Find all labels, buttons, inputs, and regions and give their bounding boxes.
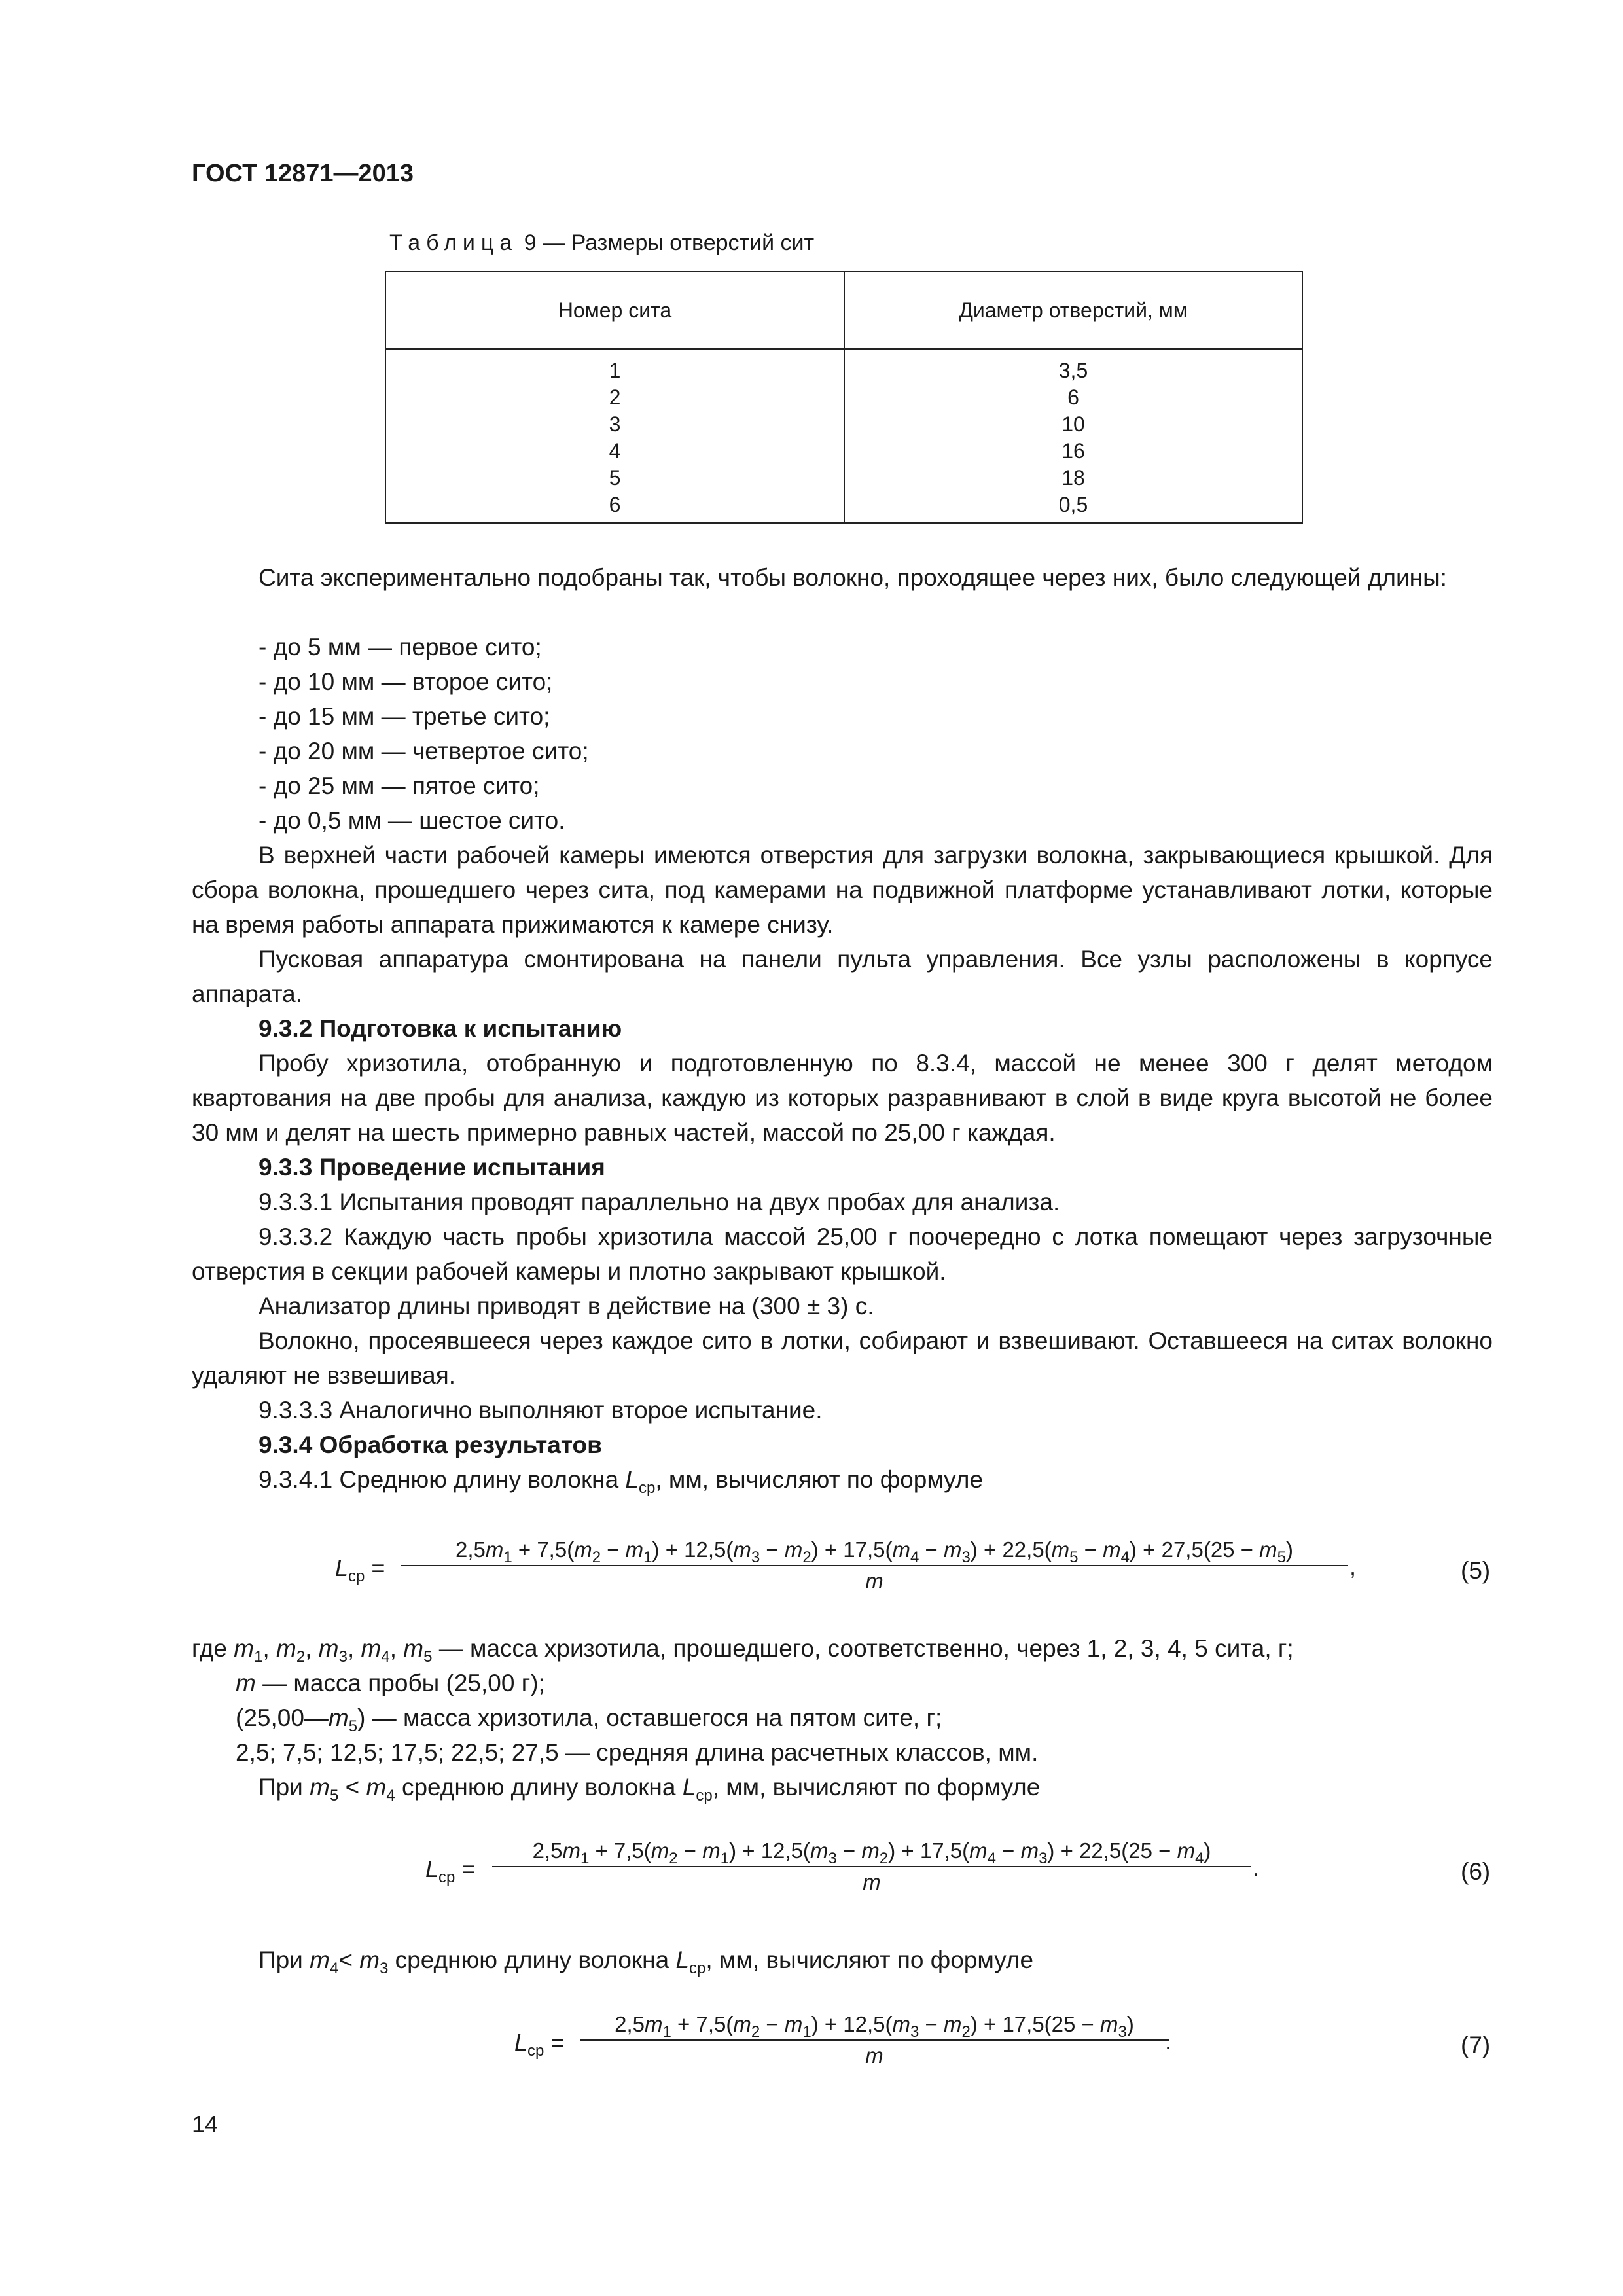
paragraph-9-3-4-1-text: 9.3.4.1 Среднюю длину волокна xyxy=(259,1466,619,1493)
formula-7-period: . xyxy=(1165,2028,1172,2054)
paragraph-9-3-4-1: 9.3.4.1 Среднюю длину волокна $L_{ср}$, мм, вычисляют по формуле xyxy=(259,1466,984,1497)
paragraph-9-3-3-1: 9.3.3.1 Испытания проводят параллельно на двух пробах для анализа. xyxy=(259,1189,1060,1215)
formula-5-denominator: m xyxy=(865,1569,883,1593)
paragraph-preparation: Пробу хризотила, отобранную и подготовленную по 8.3.4, массой не менее 300 г делят методом квартования на две пробы для анализа, каждую из которых разравнивают в слой в виде круга высотой не более 30 мм и делят на шесть примерно равных частей, массой по 25,00 г каждая. xyxy=(192,1050,1493,1146)
formula-5-lhs: $L_{ср}$ = xyxy=(335,1554,385,1585)
list-item: - до 25 мм — пятое сито; xyxy=(259,772,540,799)
formula-5-fraction xyxy=(401,1535,1348,1596)
condition-7-text: среднюю длину волокна xyxy=(395,1946,669,1973)
definition-m5: $(25,00—m_5)$ — масса хризотила, оставшегося на пятом сите, г; xyxy=(236,1704,942,1735)
table-cell: 1 xyxy=(609,359,621,382)
formula-6-denominator: m xyxy=(863,1870,881,1894)
formula-6-fraction xyxy=(492,1836,1251,1897)
formula-7-numerator: $2,5m_1 + 7,5(m_2 - m_1) + 12,5(m_3 - m_2) + 17,5(25 - m_3)$ xyxy=(580,2009,1169,2041)
formula-7-number: (7) xyxy=(1461,2032,1491,2058)
table-cell: 6 xyxy=(1067,386,1079,409)
table-caption xyxy=(389,230,814,256)
formula-6-number: (6) xyxy=(1461,1858,1491,1885)
list-item: - до 0,5 мм — шестое сито. xyxy=(259,807,565,834)
section-heading-9-3-4: 9.3.4 Обработка результатов xyxy=(259,1431,602,1458)
page-number: 14 xyxy=(192,2111,219,2138)
definition-m-text: — масса пробы (25,00 г); xyxy=(262,1670,545,1696)
paragraph-9-3-3-3: 9.3.3.3 Аналогично выполняют второе испытание. xyxy=(259,1397,823,1424)
table-cell: 0,5 xyxy=(1058,493,1088,516)
section-heading-9-3-3: 9.3.3 Проведение испытания xyxy=(259,1154,605,1181)
paragraph-fiber-weighing: Волокно, просеявшееся через каждое сито в лотки, собирают и взвешивают. Оставшееся на ситах волокно удаляют не взвешивая. xyxy=(192,1327,1493,1389)
table-header-hole-diameter: Диаметр отверстий, мм xyxy=(844,272,1302,349)
list-item: - до 5 мм — первое сито; xyxy=(259,634,542,660)
table-cell: 4 xyxy=(609,439,621,463)
formula-7-denominator: m xyxy=(865,2043,883,2068)
condition-formula-6: При $m_5 < m_4$ среднюю длину волокна $L_{ср}$, мм, вычисляют по формуле xyxy=(259,1774,1041,1804)
formula-5-numerator: $2,5m_1 + 7,5(m_2 - m_1) + 12,5(m_3 - m_2) + 17,5(m_4 - m_3) + 22,5(m_5 - m_4) + 27,5(25 - m_5)$ xyxy=(401,1535,1348,1566)
condition-formula-7: При $m_4< m_3$ среднюю длину волокна $L_{ср}$, мм, вычисляют по формуле xyxy=(259,1946,1034,1977)
paragraph-analyzer: Анализатор длины приводят в действие на (300 ± 3) с. xyxy=(259,1293,874,1319)
table-cell: 3,5 xyxy=(1058,359,1088,382)
list-item: - до 10 мм — второе сито; xyxy=(259,668,553,695)
formula-5-comma: , xyxy=(1349,1553,1357,1580)
hole-diameter-cell xyxy=(844,349,1302,523)
definition-classes: 2,5; 7,5; 12,5; 17,5; 22,5; 27,5 — средняя длина расчетных классов, мм. xyxy=(236,1739,1039,1766)
condition-6-tail: , мм, вычисляют по формуле xyxy=(712,1774,1041,1801)
table-cell: 5 xyxy=(609,466,621,490)
condition-7-tail: , мм, вычисляют по формуле xyxy=(705,1946,1034,1973)
table-cell: 2 xyxy=(609,386,621,409)
formula-6-period: . xyxy=(1253,1854,1260,1881)
table-cell: 10 xyxy=(1061,412,1085,436)
where-definition: — масса хризотила, прошедшего, соответственно, через 1, 2, 3, 4, 5 сита, г; xyxy=(438,1635,1294,1662)
sieve-table xyxy=(385,271,1303,524)
table-body-row xyxy=(385,349,1302,523)
list-item: - до 20 мм — четвертое сито; xyxy=(259,738,589,764)
section-heading-9-3-2: 9.3.2 Подготовка к испытанию xyxy=(259,1015,622,1042)
table-cell: 18 xyxy=(1061,466,1085,490)
table-cell: 16 xyxy=(1061,439,1085,463)
formula-7-lhs: $L_{ср}$ = xyxy=(514,2029,565,2060)
list-item: - до 15 мм — третье сито; xyxy=(259,703,550,730)
table-header-sieve-number: Номер сита xyxy=(385,272,844,349)
definition-m: m — масса пробы (25,00 г); xyxy=(236,1670,545,1696)
sieve-number-cell xyxy=(385,349,844,523)
where-clause: где $m_1$, $m_2$, $m_3$, $m_4$, $m_5$ — масса хризотила, прошедшего, соответственно, через 1, 2, 3, 4, 5 сита, г; xyxy=(192,1635,1294,1666)
paragraph-9-3-4-1-tail: , мм, вычисляют по формуле xyxy=(655,1466,984,1493)
table-cell: 3 xyxy=(609,412,621,436)
paragraph-9-3-3-2: 9.3.3.2 Каждую часть пробы хризотила массой 25,00 г поочередно с лотка помещают через загрузочные отверстия в секции рабочей камеры и плотно закрывают крышкой. xyxy=(192,1223,1493,1285)
table-caption-text: 9 — Размеры отверстий сит xyxy=(524,230,815,255)
where-word: где xyxy=(192,1635,228,1662)
definition-m5-text: — масса хризотила, оставшегося на пятом сите, г; xyxy=(372,1704,942,1731)
paragraph-chamber: В верхней части рабочей камеры имеются отверстия для загрузки волокна, закрывающиеся крышкой. Для сбора волокна, прошедшего через сита, под камерами на подвижной платформе устанавливают лотки, которые на время работы аппарата прижимаются к камере снизу. xyxy=(192,842,1493,938)
table-caption-word: Таблица xyxy=(389,230,518,255)
document-header: ГОСТ 12871—2013 xyxy=(192,160,414,187)
condition-6-text: среднюю длину волокна xyxy=(401,1774,676,1801)
paragraph-sieves: Сита экспериментально подобраны так, чтобы волокно, проходящее через них, было следующей длины: xyxy=(259,564,1447,591)
paragraph-control-panel: Пусковая аппаратура смонтирована на панели пульта управления. Все узлы расположены в корпусе аппарата. xyxy=(192,946,1493,1007)
formula-6-numerator: $2,5m_1 + 7,5(m_2 - m_1) + 12,5(m_3 - m_2) + 17,5(m_4 - m_3) + 22,5(25 - m_4)$ xyxy=(492,1836,1251,1867)
formula-7-fraction xyxy=(580,2009,1172,2071)
formula-6-lhs: $L_{ср}$ = xyxy=(425,1856,476,1886)
formula-5-number: (5) xyxy=(1461,1557,1491,1584)
table-header-row xyxy=(385,272,1302,349)
table-cell: 6 xyxy=(609,493,621,516)
